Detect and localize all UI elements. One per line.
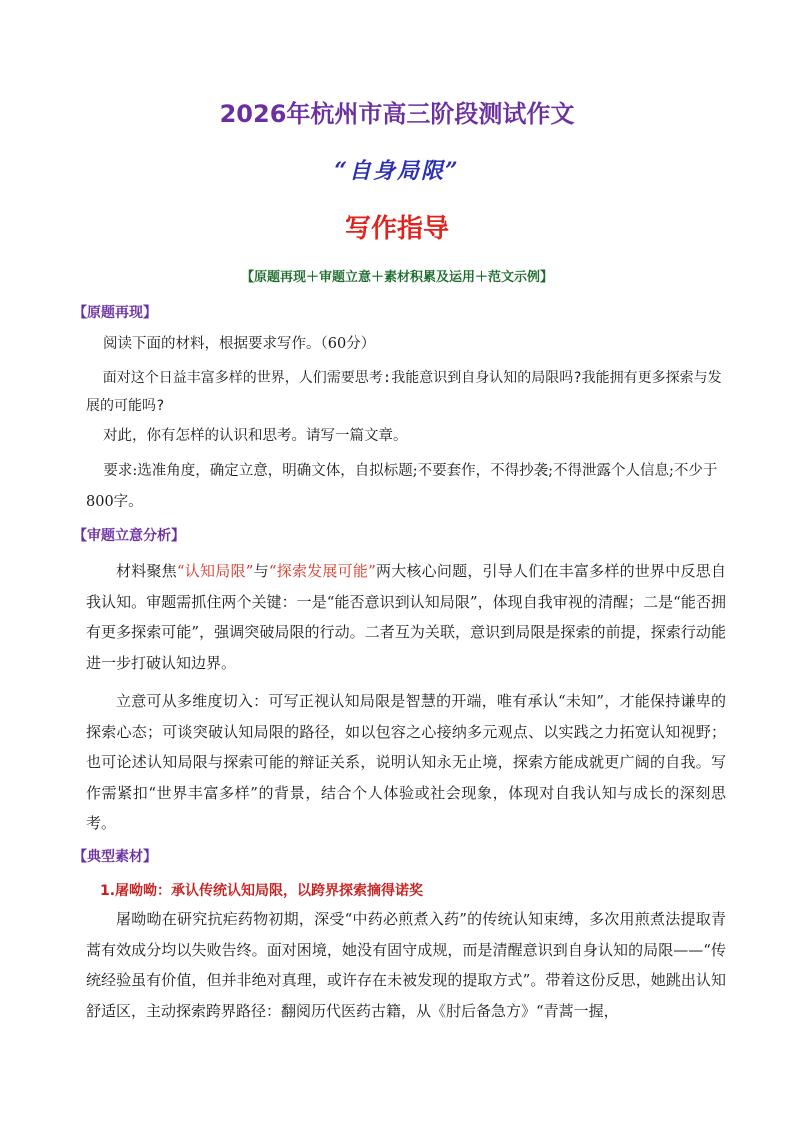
content-tagline: 【原题再现＋审题立意＋素材积累及运用＋范文示例】	[240, 270, 553, 285]
page-subtitle: “自身局限”	[334, 158, 460, 184]
original-material: 面对这个日益丰富多样的世界，人们需要思考:我能意识到自身认知的局限吗?我能拥有更多探索与发展的可能吗?	[86, 370, 722, 414]
original-requirements: 要求:选准角度，确定立意，明确文体，自拟标题;不要套作，不得抄袭;不得泄露个人信息;不少于800字。	[86, 463, 718, 510]
section-original-heading	[73, 302, 157, 322]
section-analysis-heading	[73, 525, 185, 545]
material-item-1-title: 1.屠呦呦：承认传统认知局限，以跨界探索摘得诺奖	[100, 883, 424, 899]
bracket-open: 【	[73, 528, 87, 544]
keyword-exploration-possibility: “探索发展可能”	[268, 562, 376, 580]
analysis-text-a: 材料聚焦	[116, 562, 177, 580]
original-prompt: 对此，你有怎样的认识和思考。请写一篇文章。	[103, 428, 408, 444]
original-instruction: 阅读下面的材料，根据要求写作。（60分）	[103, 336, 376, 352]
bracket-open: 【	[73, 305, 87, 321]
keyword-cognitive-limits: “认知局限”	[176, 562, 254, 580]
bracket-close: 】	[143, 305, 157, 321]
bracket-close: 】	[143, 849, 157, 865]
analysis-paragraph-1	[86, 556, 726, 678]
writing-guide-heading: 写作指导	[344, 214, 449, 244]
section-materials-label: 典型素材	[87, 849, 143, 865]
page-title: 2026年杭州市高三阶段测试作文	[219, 100, 575, 128]
analysis-text-b: 与	[253, 562, 269, 580]
analysis-paragraph-2: 立意可从多维度切入：可写正视认知局限是智慧的开端，唯有承认“未知”，才能保持谦卑的探索心态；可谈突破认知局限的路径，如以包容之心接纳多元观点、以实践之力拓宽认知视野；也可论述认知局限与探索可能的辩证关系，说明认知永无止境，探索方能成就更广阔的自我。写作需紧扣“世界丰富多样”的背景，结合个人体验或社会现象，体现对自我认知与成长的深刻思考。	[86, 692, 726, 832]
section-materials-heading	[73, 846, 157, 866]
bracket-open: 【	[73, 849, 87, 865]
section-analysis-label: 审题立意分析	[87, 528, 171, 544]
bracket-close: 】	[171, 528, 185, 544]
section-original-label: 原题再现	[87, 305, 143, 321]
material-item-1-text: 屠呦呦在研究抗疟药物初期，深受“中药必煎煮入药”的传统认知束缚，多次用煎煮法提取青蒿有效成分均以失败告终。面对困境，她没有固守成规，而是清醒意识到自身认知的局限——“传统经验虽有价值，但并非绝对真理，或许存在未被发现的提取方式”。带着这份反思，她跳出认知舒适区，主动探索跨界路径：翻阅历代医药古籍，从《肘后备急方》“青蒿一握，	[86, 910, 726, 1020]
analysis-text-c: 两大核心问题，引导人们在丰富多样的世界中反思自我认知。审题需抓住两个关键：一是“能否意识到认知局限”，体现自我审视的清醒；二是“能否拥有更多探索可能”，强调突破局限的行动。二者互为关联，意识到局限是探索的前提，探索行动能进一步打破认知边界。	[86, 562, 726, 672]
